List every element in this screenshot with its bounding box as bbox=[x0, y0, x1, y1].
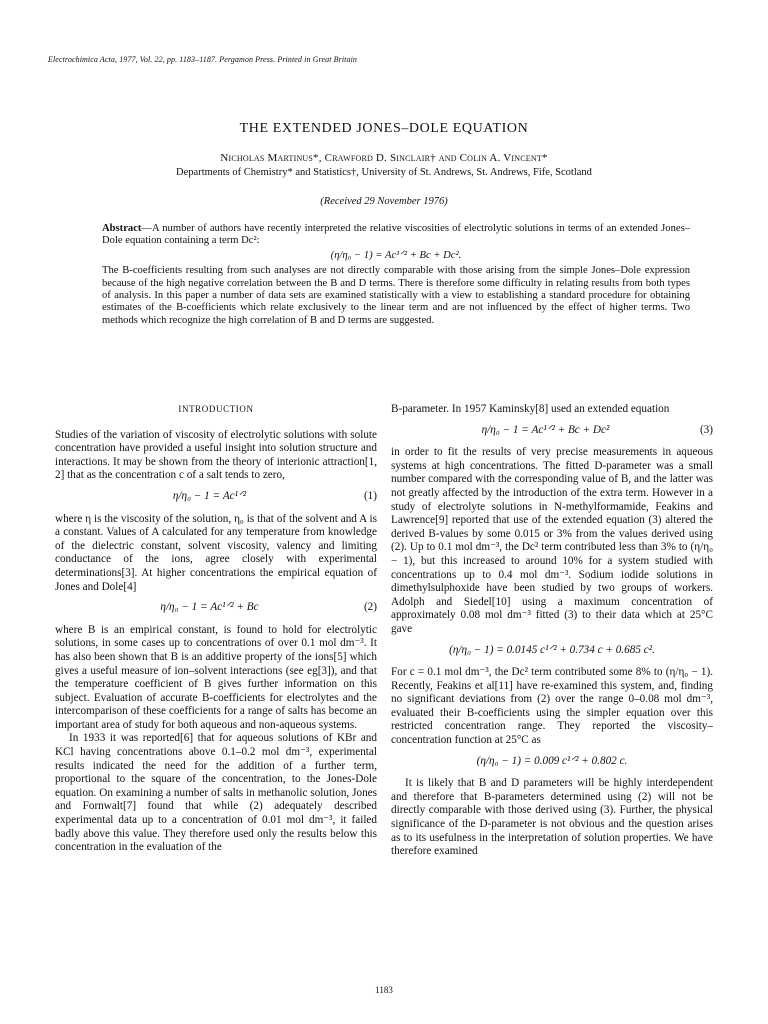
abstract-text-1: —A number of authors have recently interpreted the relative viscosities of electrolytic solutions in terms of an extended Jones–Dole equation containing a term Dc²: bbox=[102, 223, 690, 247]
paragraph: where B is an empirical constant, is found to hold for electrolytic solutions, in some cases up to concentrations of over 0.1 mol dm⁻³. It has also been shown that B is an additive property of the ions[5] which gives a useful measure of ion–solvent interactions (see eg[3]), and that the temperature coefficient of B gives further information on this subject. Evaluation of accurate B-coefficients for electrolytes and the intercomparison of these coefficients for a range of salts has become an important area of study for both aqueous and non-aqueous systems. bbox=[55, 623, 377, 731]
affiliation: Departments of Chemistry* and Statistics†, University of St. Andrews, St. Andrews, Fife, Scotland bbox=[176, 167, 592, 178]
paragraph: B-parameter. In 1957 Kaminsky[8] used an extended equation bbox=[391, 403, 670, 415]
paragraph: Studies of the variation of viscosity of electrolytic solutions with solute concentration have provided a useful insight into solution structure and interactions. It may be shown from the theory of interionic attraction[1, 2] that as the concentration c of a salt tends to zero, bbox=[55, 428, 377, 482]
equation-3-expression: η/η₀ − 1 = Ac¹ᐟ² + Bc + Dc² bbox=[481, 423, 610, 436]
equation-fit-adolph: (η/η₀ − 1) = 0.0145 c¹ᐟ² + 0.734 c + 0.685 c². bbox=[449, 643, 655, 656]
equation-2-expression: η/η₀ − 1 = Ac¹ᐟ² + Bc bbox=[160, 601, 259, 614]
paragraph: In 1933 it was reported[6] that for aqueous solutions of KBr and KCl having concentrations above 0.1–0.2 mol dm⁻³, experimental results indicated the need for the addition of a further term, proportional to the square of the concentration, to the Jones-Dole equation. On examining a number of salts in methanolic solution, Jones and Fornwalt[7] found that while (2) adequately described experimental data up to a concentration of 0.01 mol dm⁻³, it failed badly above this value. They therefore used only the results below this concentration in the evaluation of the bbox=[55, 732, 377, 854]
author-list: Nicholas Martinus*, Crawford D. Sinclair† and Colin A. Vincent* bbox=[220, 152, 548, 164]
abstract-equation: (η/η₀ − 1) = Ac¹ᐟ² + Bc + Dc². bbox=[330, 249, 462, 261]
paragraph: in order to fit the results of very precise measurements in aqueous systems at high concentrations. The fitted D-parameter was a small number compared with the corresponding value of B, and the latter was not greatly affected by the introduction of the extra term. However in a study of electrolyte solutions in N-methylformamide, Feakins and Lawrence[9] reported that use of the extended equation (3) altered the derived B-values by some 0.015 or 3% from the values derived using (2). Up to 0.1 mol dm⁻³, the Dc² term contributed less than 3% to (η/η₀ − 1), but this increased to around 10% for a system studied with concentrations up to 0.4 mol dm⁻³. Sodium iodide solutions in dimethylsulphoxide have been studied by two groups of workers. Adolph and Siedel[10] using a maximum concentration of approximately 0.08 mol dm⁻³ fitted (3) to their data which at 25°C gave bbox=[391, 446, 713, 635]
right-column bbox=[391, 403, 713, 859]
equation-1-expression: η/η₀ − 1 = Ac¹ᐟ² bbox=[172, 489, 247, 502]
abstract-label: Abstract bbox=[102, 223, 142, 234]
equation-1-number: (1) bbox=[363, 489, 377, 502]
equation-3 bbox=[391, 424, 713, 438]
page-number: 1183 bbox=[375, 985, 393, 995]
abstract bbox=[102, 223, 690, 327]
abstract-text-2: The B-coefficients resulting from such analyses are not directly comparable with those arising from the simple Jones–Dole expression because of the high negative correlation between the B and D terms. There is therefore some difficulty in relating results from both types of analysis. In this paper a number of data sets are examined statistically with a view to establishing a standard procedure for obtaining estimates of the B-coefficients which relate exclusively to the linear term and are not influenced by the effect of higher terms. Two methods which recognize the high correlation of B and D terms are suggested. bbox=[102, 265, 690, 326]
section-heading-introduction: INTRODUCTION bbox=[178, 404, 254, 414]
paragraph: For c = 0.1 mol dm⁻³, the Dc² term contributed some 8% to (η/η₀ − 1). Recently, Feakins et al[11] have re-examined this system, and, finding no significant deviations from (2) over the range 0–0.08 mol dm⁻³, evaluated their B-coefficients using the simpler equation over this restricted concentration range. They reported the viscosity–concentration function at 25°C as bbox=[391, 666, 713, 747]
equation-1 bbox=[55, 490, 377, 504]
equation-2-number: (2) bbox=[363, 601, 377, 614]
abstract-intro bbox=[102, 223, 690, 248]
equation-3-number: (3) bbox=[699, 423, 713, 436]
journal-citation: Electrochimica Acta, 1977, Vol. 22, pp. 1183–1187. Pergamon Press. Printed in Great Britain bbox=[48, 55, 357, 64]
paragraph: It is likely that B and D parameters will be highly interdependent and therefore that B-parameters determined using (2) will not be directly comparable with those derived using (3). Further, the physical significance of the D-parameter is not obvious and the question arises as to its usefulness in the interpretation of solution properties. We have therefore examined bbox=[391, 777, 713, 858]
paragraph: where η is the viscosity of the solution, η₀ is that of the solvent and A is a constant. Values of A calculated for any temperature from knowledge of the dielectric constant, solvent viscosity, valency and limiting conductance of the ions, agree closely with experimental determinations[3]. At higher concentrations the empirical equation of Jones and Dole[4] bbox=[55, 512, 377, 593]
equation-2 bbox=[55, 601, 377, 615]
left-column bbox=[55, 403, 377, 855]
received-date: (Received 29 November 1976) bbox=[320, 196, 448, 207]
equation-fit-feakins: (η/η₀ − 1) = 0.009 c¹ᐟ² + 0.802 c. bbox=[476, 754, 628, 767]
paper-title: THE EXTENDED JONES–DOLE EQUATION bbox=[239, 121, 529, 136]
